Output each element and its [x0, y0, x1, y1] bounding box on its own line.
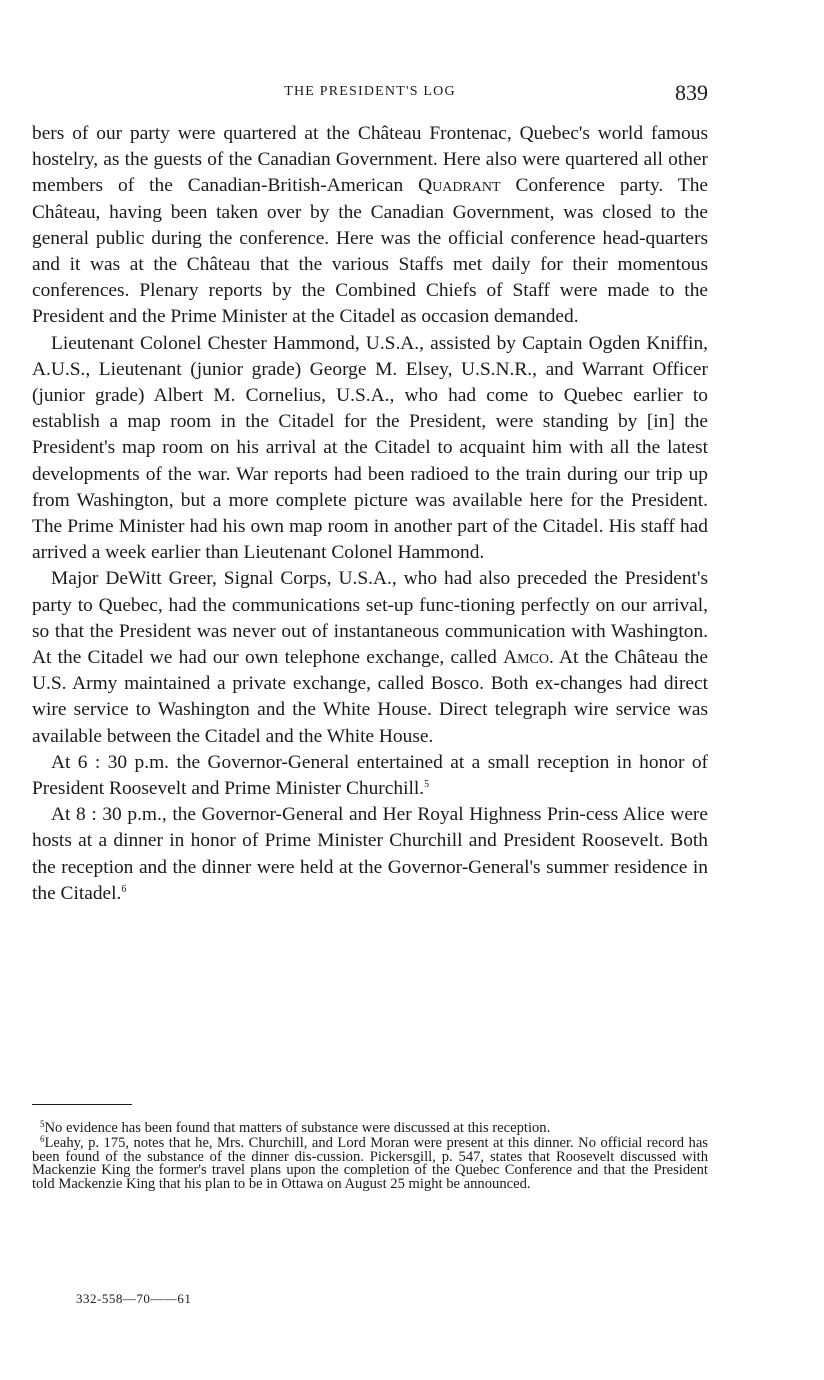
paragraph-4-text: At 6 : 30 p.m. the Governor-General entertained at a small reception in honor of President Roosevelt and Prime Minister Churchill.: [32, 751, 708, 800]
footnote-text: Leahy, p. 175, notes that he, Mrs. Churchill, and Lord Moran were present at this dinner. No official record has been found of the substance of the dinner dis-cussion. Pickersgill, p. 547, states that Roosevelt discussed with Mackenzie King the former's travel plans upon the completion of the Quebec Conference and that the President told Mackenzie King that his plan to be in Ottawa on August 25 might be announced.: [32, 1134, 708, 1193]
paragraph-1-continued: Conference party. The Château, having been taken over by the Canadian Government, was closed to the general public during the conference. Here was the official conference head-quarters and it was at the Château that the various Staffs met daily for their momentous conferences. Plenary reports by the Combined Chiefs of Staff were made to the President and the Prime Minister at the Citadel as occasion demanded.: [32, 175, 708, 328]
running-header: [32, 80, 708, 108]
paragraph-5: [32, 802, 708, 907]
paragraph-3: [32, 566, 708, 749]
footnote-mark: 5: [40, 1119, 45, 1129]
paragraph-1: [32, 121, 708, 331]
footnote-mark: 6: [40, 1133, 45, 1144]
footnote-ref-5: 5: [424, 779, 430, 791]
footnote-6: [32, 1133, 708, 1193]
footnote-text: No evidence has been found that matters of substance were discussed at this reception.: [44, 1120, 551, 1136]
running-title: THE PRESIDENT'S LOG: [284, 84, 456, 99]
paragraph-5-text: At 8 : 30 p.m., the Governor-General and Her Royal Highness Prin-cess Alice were hosts at a dinner in honor of Prime Minister Churchill and President Roosevelt. Both the reception and the dinner were held at the Governor-General's summer residence in the Citadel.: [32, 804, 708, 904]
amco-small-caps: Amco: [503, 647, 549, 669]
page-number: 839: [675, 80, 708, 105]
footnote-ref-6: 6: [121, 883, 127, 895]
footnote-5: [32, 1119, 708, 1136]
main-text: [32, 121, 708, 907]
paragraph-1-text: bers of our party were quartered at the Château Frontenac, Quebec's world famous hostelry, as the guests of the Canadian Government. Here also were quartered all other members of the Canadian-British-American: [32, 123, 708, 197]
print-code: 332-558—70——61: [76, 1291, 192, 1306]
paragraph-4: [32, 750, 708, 802]
paragraph-3-continued: . At the Château the U.S. Army maintained a private exchange, called Bosco. Both ex-changes had direct wire service to Washington and the White House. Direct telegraph wire service was available between the Citadel and the White House.: [32, 647, 709, 747]
paragraph-3-text: Major DeWitt Greer, Signal Corps, U.S.A., who had also preceded the President's party to Quebec, had the communications set-up func-tioning perfectly on our arrival, so that the President was never out of instantaneous communication with Washington. At the Citadel we had our own telephone exchange, called: [32, 568, 708, 669]
footnotes: [32, 1119, 708, 1193]
footnote-divider: [32, 1104, 132, 1105]
paragraph-2: Lieutenant Colonel Chester Hammond, U.S.A., assisted by Captain Ogden Kniffin, A.U.S., Lieutenant (junior grade) George M. Elsey, U.S.N.R., and Warrant Officer (junior grade) Albert M. Cornelius, U.S.A., who had come to Quebec earlier to establish a map room in the Citadel for the President, were standing by [in] the President's map room on his arrival at the Citadel to acquaint him with all the latest developments of the war. War reports had been radioed to the train during our trip up from Washington, but a more complete picture was available here for the President. The Prime Minister had his own map room in another part of the Citadel. His staff had arrived a week earlier than Lieutenant Colonel Hammond.: [32, 332, 708, 564]
quadrant-small-caps: Quadrant: [418, 175, 501, 197]
